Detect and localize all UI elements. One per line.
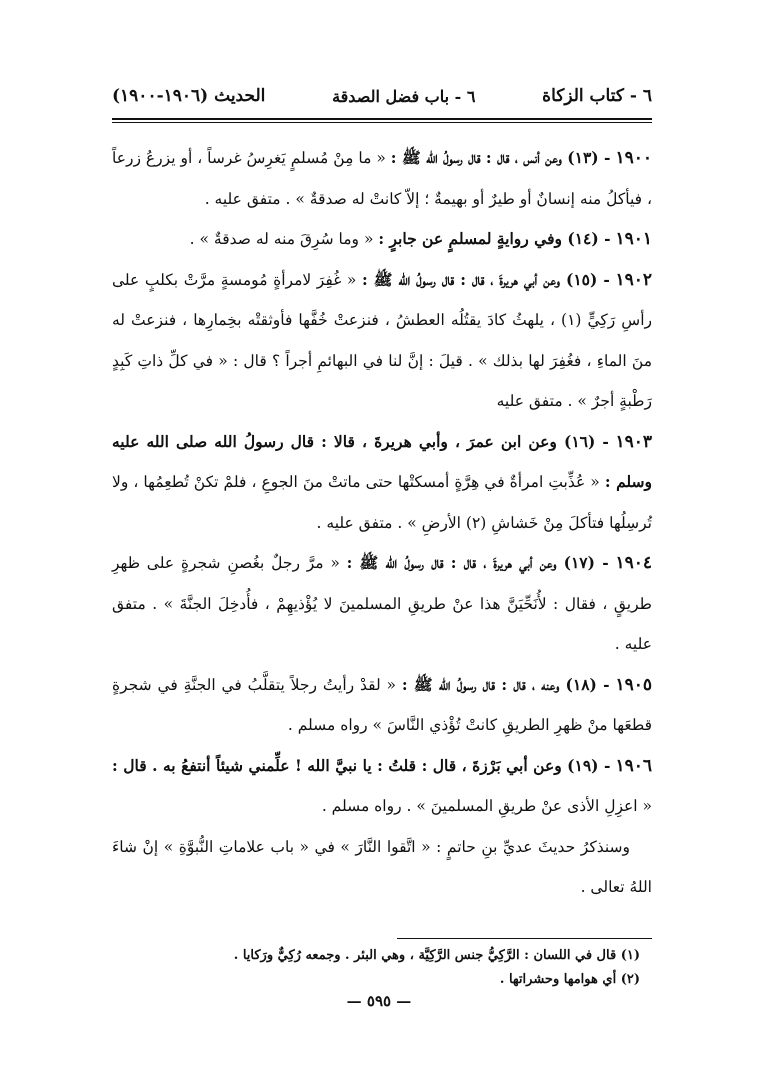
running-header <box>112 80 652 112</box>
hadith-intro: - (١٨) وعنه ، قال : قال رسولُ الله ﷺ : <box>401 674 610 694</box>
hadith-intro: - (١٣) وعن أنس ، قال : قال رسولُ الله ﷺ : <box>390 148 611 167</box>
header-rule-thin <box>112 122 652 123</box>
main-text <box>112 138 652 908</box>
hadith-range: الحديث (١٩٠٦-١٩٠٠) <box>112 86 266 106</box>
hadith-text: « اعزِلِ الأذى عنْ طريقِ المسلمينَ » . رواه مسلم . <box>321 797 652 815</box>
footnotes <box>112 944 640 992</box>
footnote-2: (٢) أي هوامها وحشراتها . <box>499 972 640 987</box>
hadith-number: ١٩٠١ <box>615 229 652 249</box>
hadith-intro: - (١٤) وفي روايةٍ لمسلمٍ عن جابرٍ : <box>378 229 611 248</box>
hadith-number: ١٩٠٢ <box>615 269 652 290</box>
hadith-1904 <box>112 543 652 665</box>
hadith-number: ١٩٠٠ <box>615 148 652 168</box>
hadith-text: « مرَّ رجلٌ بغُصنِ شجرةٍ على ظهرِ طريقٍ ، فقال : لأُنَحِّيَنَّ هذا عنْ طريقِ المسلمينَ لا يُؤْذيهِمْ ، فأُدخِلَ الجنَّةَ » . متفق عليه . <box>112 554 652 653</box>
hadith-1902 <box>112 260 652 422</box>
section-title: ٦ - باب فضل الصدقة <box>332 86 476 106</box>
hadith-1906 <box>112 746 652 827</box>
page-number: — ٥٩٥ — <box>346 992 412 1010</box>
footnote-rule <box>397 938 652 939</box>
footnote-1: (١) قال في اللسان : الرَّكِيُّ جنس الرَّكِيَّة ، وهي البئر . وجمعه رُكِيٌّ ورَكايا . <box>233 948 640 963</box>
hadith-1903 <box>112 422 652 544</box>
hadith-intro: - (١٧) وعن أبي هريرةَ ، قال : قال رسولُ الله ﷺ : <box>346 553 609 572</box>
hadith-text: « لقدْ رأيتُ رجلاً يتقلَّبُ في الجنَّةِ في شجرةٍ قطعَها منْ ظهرِ الطريقِ كانتْ تُؤْذي النَّاسَ » رواه مسلم . <box>112 675 652 734</box>
hadith-number: ١٩٠٤ <box>615 553 652 573</box>
hadith-text: « وما سُرِقَ منه له صدقةٌ » . <box>189 230 374 248</box>
book-title: ٦ - كتاب الزكاة <box>542 86 652 106</box>
hadith-number: ١٩٠٣ <box>615 431 652 452</box>
hadith-intro: - (١٩) وعن أبي بَرْزةَ ، قال : قلتُ : يا نبيَّ الله ! علِّمني شيئاً أنتفعُ به . قال : <box>112 755 611 775</box>
hadith-text: « عُذِّبتِ امرأةٌ في هِرَّةٍ أمسكتْها حتى ماتتْ منَ الجوعِ ، فلمْ تكنْ تُطعِمُها ، ولا تُرسِلُها فتأكلَ مِنْ خَشاشِ (٢) الأرضِ » . متفق عليه . <box>112 473 652 532</box>
hadith-1905 <box>112 665 652 746</box>
hadith-number: ١٩٠٦ <box>615 755 652 776</box>
closing-note: وسنذكرُ حديثَ عديِّ بنِ حاتمٍ : « اتَّقوا النَّارَ » في « باب علاماتِ النُّبوَّةِ » إنْ شاءَ اللهُ تعالى . <box>112 837 652 896</box>
header-rule <box>112 118 652 120</box>
hadith-text: « غُفِرَ لامرأةٍ مُومسةٍ مرَّتْ بكلبٍ على رأسِ رَكِيٍّ (١) ، يلهثُ كادَ يقتُلُه العطشُ ، فنزعتْ خُفَّها فأوثقتْه بخِمارِها ، فنزعتْ له منَ الماءِ ، فغُفِرَ لها بذلك » . قيلَ : إنَّ لنا في البهائمِ أجراً ؟ قال : « في كلِّ ذاتِ كَبِدٍ رَطْبةٍ أجرٌ » . متفق عليه <box>112 270 652 410</box>
hadith-number: ١٩٠٥ <box>615 674 652 695</box>
hadith-1901 <box>112 219 652 260</box>
hadith-intro: - (١٥) وعن أبي هريرةَ ، قال : قال رسولُ الله ﷺ : <box>361 269 610 289</box>
hadith-intro: - (١٦) وعن ابن عمرَ ، وأبي هريرةَ ، قالا : قال رسولُ الله صلى الله عليه وسلم : <box>112 431 653 491</box>
hadith-1900 <box>112 138 652 219</box>
hadith-text: « ما مِنْ مُسلمٍ يَغرِسُ غرساً ، أو يزرعُ زرعاً ، فيأكلُ منه إنسانٌ أو طيرٌ أو بهيمةٌ ؛ إلاّ كانتْ له صدقةٌ » . متفق عليه . <box>112 149 652 208</box>
